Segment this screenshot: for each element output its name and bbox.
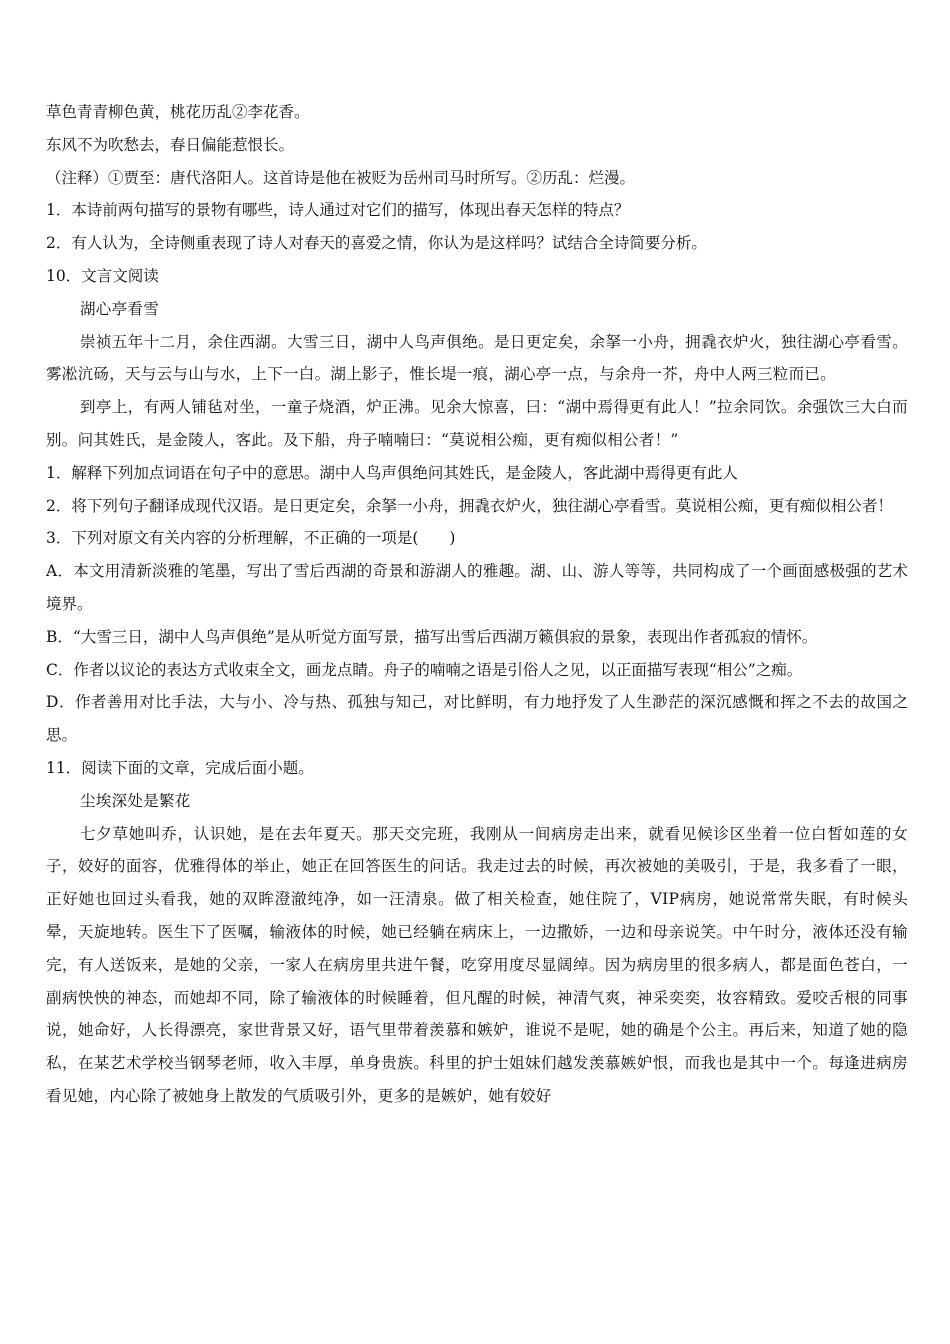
option-a: A．本文用清新淡雅的笔墨，写出了雪后西湖的奇景和游湖人的雅趣。湖、山、游人等等，共同构成了一个画面感极强的艺术境界。 [46, 562, 908, 613]
section-10-title: 湖心亭看雪 [80, 299, 160, 318]
option-d: D．作者善用对比手法，大与小、冷与热、孤独与知己，对比鲜明，有力地抒发了人生渺茫的深沉感慨和挥之不去的故国之思。 [46, 693, 908, 745]
section-11-title: 尘埃深处是繁花 [80, 791, 191, 810]
section-11-paragraph-1: 七夕草她叫乔，认识她，是在去年夏天。那天交完班，我刚从一间病房走出来，就看见候诊区坐着一位白皙如莲的女子，姣好的面容，优雅得体的举止，她正在回答医生的问话。我走过去的时候，再次被她的美吸引，于是，我多看了一眼，正好她也回过头看我，她的双眸澄澈纯净，如一汪清泉。做了相关检查，她住院了，VIP病房，她说常常失眠，有时候头晕，天旋地转。医生下了医嘱，输液体的时候，她已经躺在病床上，一边撒娇，一边和母亲说笑。中午时分，液体还没有输完，有人送饭来，是她的父亲，一家人在病房里共进午餐，吃穿用度尽显阔绰。因为病房里的很多病人，都是面色苍白，一副病怏怏的神态，而她却不同，除了输液体的时候睡着，但凡醒的时候，神清气爽，神采奕奕，妆容精致。爱咬舌根的同事说，她命好，人长得漂亮，家世背景又好，语气里带着羡慕和嫉妒，谁说不是呢，她的确是个公主。再后来，知道了她的隐私，在某艺术学校当钢琴老师，收入丰厚，单身贵族。科里的护士姐妹们越发羡慕嫉妒恨，而我也是其中一个。每逢进病房看见她，内心除了被她身上散发的气质吸引外，更多的是嫉妒，她有姣好 [46, 824, 908, 1105]
poem-line-1: 草色青青柳色黄，桃花历乱②李花香。 [46, 103, 310, 121]
section-10-paragraph-2: 到亭上，有两人铺毡对坐，一童子烧酒，炉正沸。见余大惊喜，曰：“湖中焉得更有此人！”拉余同饮。余强饮三大白而别。问其姓氏，是金陵人，客此。及下船，舟子喃喃曰：“莫说相公痴，更有痴似相公者！” [46, 398, 908, 449]
section-10-question-2: 2．将下列句子翻译成现代汉语。是日更定矣，余拏一小舟，拥毳衣炉火，独往湖心亭看雪。莫说相公痴，更有痴似相公者！ [46, 496, 893, 515]
option-b: B．“大雪三日，湖中人鸟声俱绝”是从听觉方面写景，描写出雪后西湖万籁俱寂的景象，表现出作者孤寂的情怀。 [46, 627, 818, 646]
section-10-question-3: 3．下列对原文有关内容的分析理解，不正确的一项是( ) [46, 529, 456, 548]
document-page [46, 96, 908, 1113]
poem-line-2: 东风不为吹愁去，春日偏能惹恨长。 [46, 135, 295, 154]
section-11-heading: 11．阅读下面的文章，完成后面小题。 [46, 758, 314, 777]
poem-question-2: 2．有人认为，全诗侧重表现了诗人对春天的喜爱之情，你认为是这样吗？试结合全诗简要分析。 [46, 234, 707, 253]
poem-note: （注释）①贾至：唐代洛阳人。这首诗是他在被贬为岳州司马时所写。②历乱：烂漫。 [46, 168, 636, 187]
poem-question-1: 1．本诗前两句描写的景物有哪些，诗人通过对它们的描写，体现出春天怎样的特点？ [46, 201, 630, 220]
section-10-paragraph-1: 崇祯五年十二月，余住西湖。大雪三日，湖中人鸟声俱绝。是日更定矣，余拏一小舟，拥毳衣炉火，独往湖心亭看雪。雾凇沆砀，天与云与山与水，上下一白。湖上影子，惟长堤一痕，湖心亭一点，与余舟一芥，舟中人两三粒而已。 [46, 332, 908, 384]
section-10-question-1: 1．解释下列加点词语在句子中的意思。湖中人鸟声俱绝问其姓氏，是金陵人，客此湖中焉得更有此人 [46, 463, 738, 482]
section-10-heading: 10．文言文阅读 [46, 266, 159, 285]
option-c: C．作者以议论的表达方式收束全文，画龙点睛。舟子的喃喃之语是引俗人之见，以正面描写表现“相公”之痴。 [46, 660, 803, 679]
